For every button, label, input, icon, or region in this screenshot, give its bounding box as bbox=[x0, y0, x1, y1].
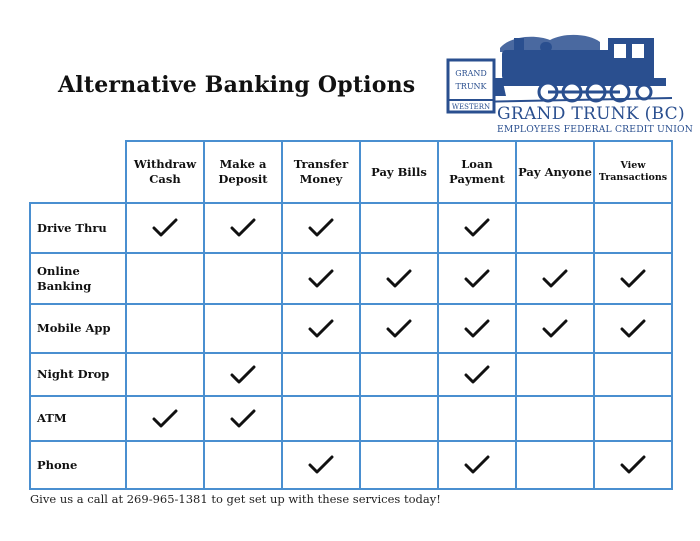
table-cell bbox=[360, 353, 438, 396]
checkmark-icon bbox=[152, 409, 178, 429]
table-cell bbox=[126, 304, 204, 353]
table-cell bbox=[594, 253, 672, 304]
column-header: Pay Anyone bbox=[516, 141, 594, 203]
table-cell bbox=[516, 441, 594, 489]
table-cell bbox=[360, 203, 438, 253]
column-header: Loan Payment bbox=[438, 141, 516, 203]
table-cell bbox=[438, 396, 516, 441]
checkmark-icon bbox=[230, 365, 256, 385]
table-cell bbox=[594, 353, 672, 396]
logo-sign-line-2: TRUNK bbox=[455, 82, 487, 91]
column-header: Transfer Money bbox=[282, 141, 360, 203]
page-title: Alternative Banking Options bbox=[58, 72, 416, 98]
table-cell bbox=[516, 396, 594, 441]
checkmark-icon bbox=[464, 218, 490, 238]
table-row bbox=[30, 203, 672, 253]
column-header: Withdraw Cash bbox=[126, 141, 204, 203]
checkmark-icon bbox=[620, 269, 646, 289]
logo-subtitle: EMPLOYEES FEDERAL CREDIT UNION bbox=[497, 124, 694, 135]
checkmark-icon bbox=[230, 409, 256, 429]
table-cell bbox=[204, 203, 282, 253]
table-corner bbox=[30, 141, 126, 203]
table-cell bbox=[438, 253, 516, 304]
table-cell bbox=[204, 253, 282, 304]
table-cell bbox=[204, 304, 282, 353]
table-cell bbox=[594, 203, 672, 253]
checkmark-icon bbox=[308, 218, 334, 238]
checkmark-icon bbox=[308, 269, 334, 289]
row-label: Drive Thru bbox=[30, 203, 126, 253]
column-header: View Transactions bbox=[594, 141, 672, 203]
table-cell bbox=[282, 353, 360, 396]
checkmark-icon bbox=[620, 455, 646, 475]
checkmark-icon bbox=[464, 319, 490, 339]
table-row bbox=[30, 396, 672, 441]
checkmark-icon bbox=[542, 319, 568, 339]
checkmark-icon bbox=[230, 218, 256, 238]
table-cell bbox=[126, 203, 204, 253]
checkmark-icon bbox=[308, 319, 334, 339]
table-cell bbox=[126, 396, 204, 441]
checkmark-icon bbox=[386, 269, 412, 289]
table-cell bbox=[360, 253, 438, 304]
row-label: ATM bbox=[30, 396, 126, 441]
logo-sign-line-1: GRAND bbox=[455, 69, 487, 78]
row-label: Night Drop bbox=[30, 353, 126, 396]
table-row bbox=[30, 353, 672, 396]
table-cell bbox=[126, 441, 204, 489]
table-cell bbox=[516, 353, 594, 396]
checkmark-icon bbox=[152, 218, 178, 238]
checkmark-icon bbox=[464, 269, 490, 289]
table-cell bbox=[438, 441, 516, 489]
logo-sign-line-3: WESTERN bbox=[451, 103, 491, 111]
table-row bbox=[30, 441, 672, 489]
checkmark-icon bbox=[464, 365, 490, 385]
checkmark-icon bbox=[308, 455, 334, 475]
table-cell bbox=[360, 396, 438, 441]
table-header-row bbox=[30, 141, 672, 203]
column-header: Pay Bills bbox=[360, 141, 438, 203]
table-cell bbox=[594, 304, 672, 353]
table-row bbox=[30, 253, 672, 304]
table-cell bbox=[594, 441, 672, 489]
row-label: Online Banking bbox=[30, 253, 126, 304]
table-cell bbox=[282, 304, 360, 353]
logo-name: GRAND TRUNK (BC) bbox=[497, 104, 685, 124]
table-cell bbox=[204, 353, 282, 396]
table-cell bbox=[282, 253, 360, 304]
table-cell bbox=[282, 203, 360, 253]
table-cell bbox=[438, 353, 516, 396]
row-label: Phone bbox=[30, 441, 126, 489]
checkmark-icon bbox=[542, 269, 568, 289]
banking-options-table bbox=[29, 140, 673, 490]
table-cell bbox=[360, 304, 438, 353]
table-cell bbox=[438, 203, 516, 253]
table-cell bbox=[282, 441, 360, 489]
column-header: Make a Deposit bbox=[204, 141, 282, 203]
table-cell bbox=[516, 203, 594, 253]
table-cell bbox=[204, 441, 282, 489]
table-cell bbox=[282, 396, 360, 441]
table-row bbox=[30, 304, 672, 353]
checkmark-icon bbox=[386, 319, 412, 339]
table-cell bbox=[126, 253, 204, 304]
table-cell bbox=[516, 253, 594, 304]
table-cell bbox=[594, 396, 672, 441]
checkmark-icon bbox=[620, 319, 646, 339]
row-label: Mobile App bbox=[30, 304, 126, 353]
table-cell bbox=[516, 304, 594, 353]
checkmark-icon bbox=[464, 455, 490, 475]
table-cell bbox=[360, 441, 438, 489]
table-cell bbox=[204, 396, 282, 441]
footer-call-to-action: Give us a call at 269-965-1381 to get set up with these services today! bbox=[30, 492, 441, 506]
table-cell bbox=[126, 353, 204, 396]
table-cell bbox=[438, 304, 516, 353]
